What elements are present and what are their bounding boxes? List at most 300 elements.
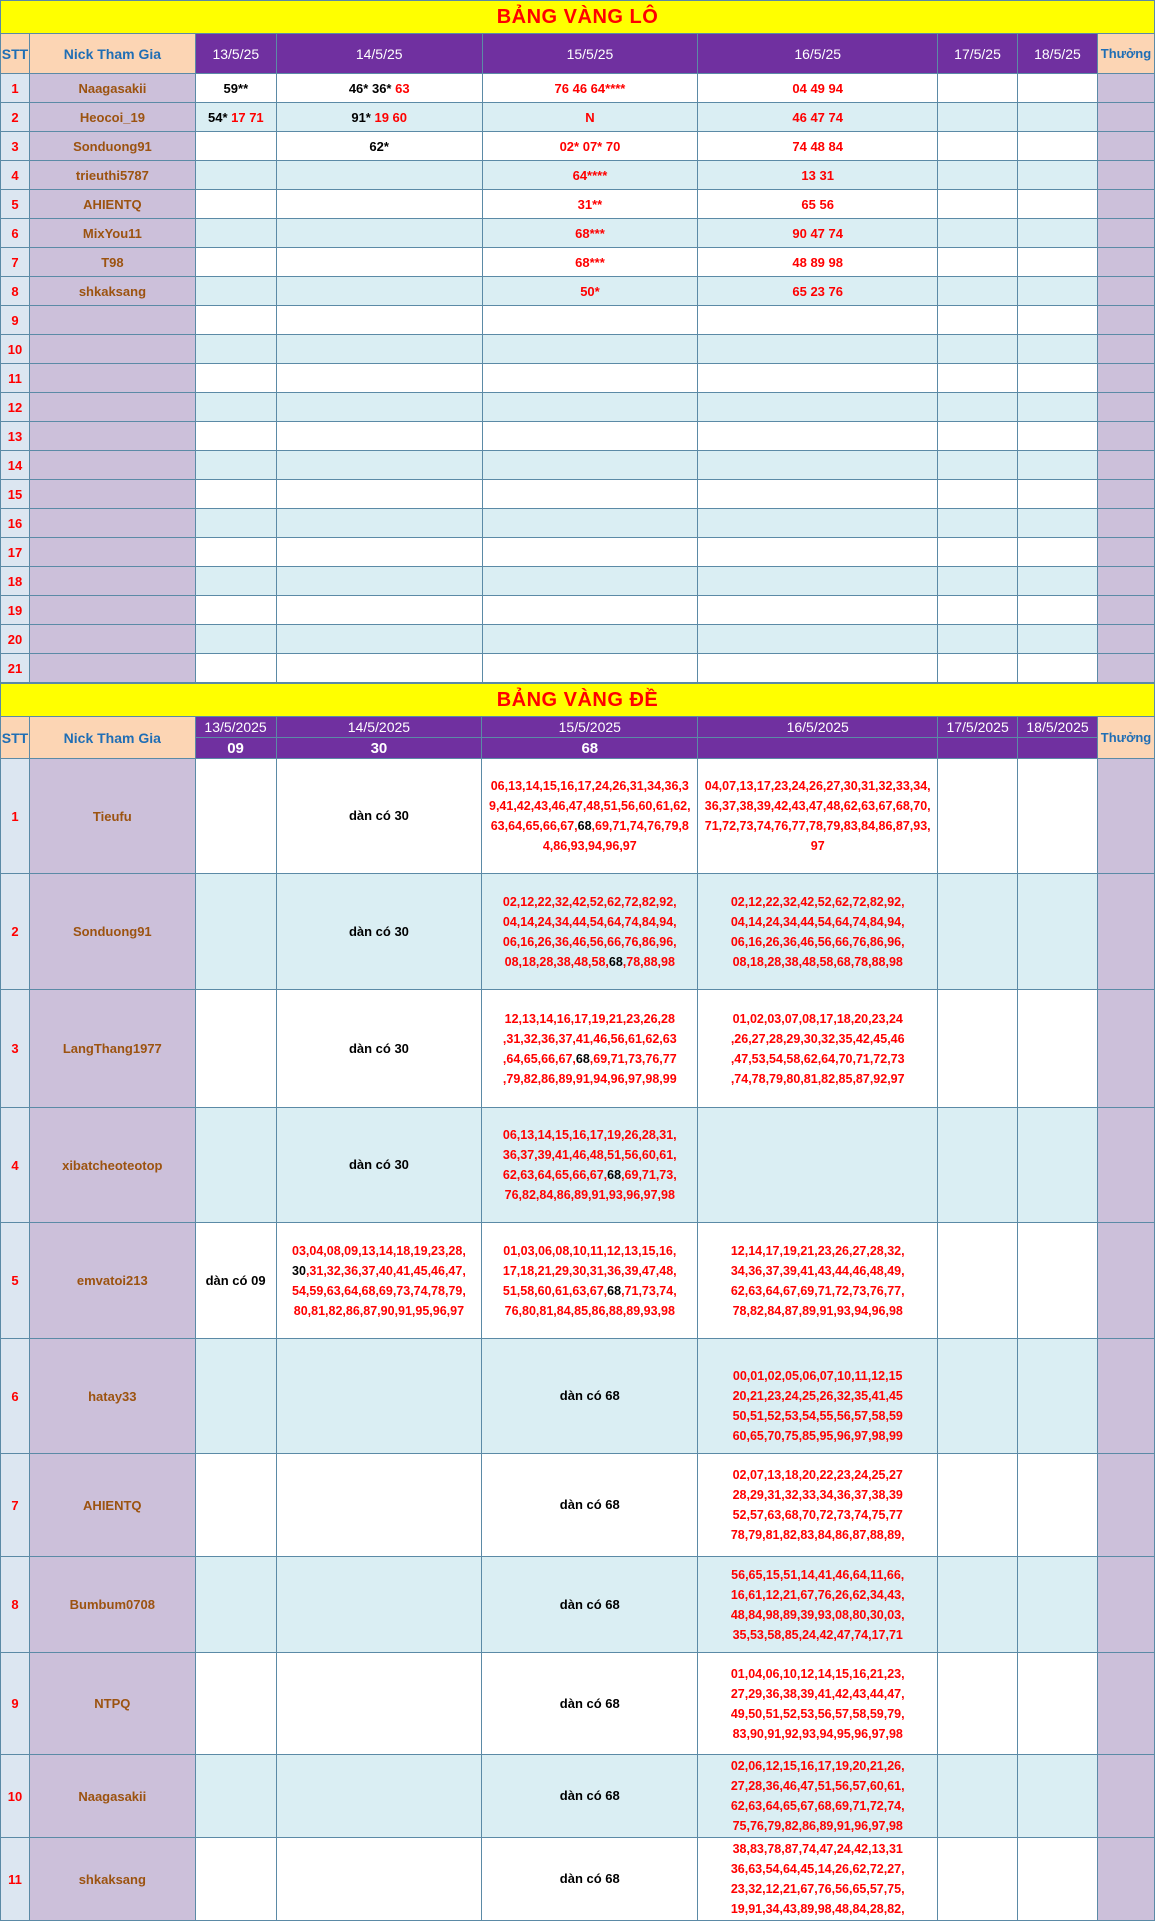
reward-cell [1097, 625, 1154, 654]
pick-cell [1018, 509, 1098, 538]
de-table [0, 683, 1155, 1921]
pick-value: 91* [351, 109, 375, 125]
pick-cell [276, 990, 482, 1108]
pick-cell [938, 625, 1018, 654]
pick-cell [195, 874, 276, 990]
pick-cell [482, 161, 698, 190]
pick-cell [276, 538, 482, 567]
player-nick [29, 480, 195, 509]
number-list: 12,14,17,19,21,23,26,27,28,32, 34,36,37,39,41,43,44,46,48,49, 62,63,64,67,69,71,72,73,76,77, 78,82,84,87,89,91,93,94,96,98 [730, 1243, 905, 1318]
date-header: 17/5/2025 [938, 717, 1018, 738]
pick-cell [1018, 1223, 1098, 1339]
reward-cell [1097, 1339, 1154, 1454]
reward-cell [1097, 422, 1154, 451]
player-nick: hatay33 [29, 1339, 195, 1454]
table-row [1, 161, 1155, 190]
pick-cell [276, 596, 482, 625]
table-row [1, 393, 1155, 422]
pick-cell [698, 1755, 938, 1838]
pick-value: 46* 36* [348, 80, 396, 96]
pick-cell [195, 364, 276, 393]
pick-cell [195, 596, 276, 625]
pick-cell [1018, 1755, 1098, 1838]
table-row [1, 219, 1155, 248]
pick-cell [482, 1339, 698, 1454]
player-nick: Naagasakii [29, 74, 195, 103]
number-list: 38,83,78,87,74,47,24,42,13,31 36,63,54,64,45,14,26,62,72,27, 23,32,12,21,67,76,56,65,57,75, 19,91,34,43,89,98,48,84,28,82, [730, 1842, 905, 1916]
pick-cell [195, 1653, 276, 1755]
player-nick [29, 567, 195, 596]
result-number [938, 738, 1018, 759]
pick-cell [938, 277, 1018, 306]
player-nick: NTPQ [29, 1653, 195, 1755]
reward-cell [1097, 509, 1154, 538]
pick-cell [698, 422, 938, 451]
player-nick: Bumbum0708 [29, 1557, 195, 1653]
pick-cell [482, 1838, 698, 1921]
pick-cell [938, 538, 1018, 567]
pick-cell [938, 1454, 1018, 1557]
table-row [1, 248, 1155, 277]
table-row [1, 596, 1155, 625]
pick-value: 65 56 [801, 196, 834, 212]
pick-value: 62* [369, 138, 389, 154]
reward-cell [1097, 132, 1154, 161]
pick-cell [195, 74, 276, 103]
date-header: 16/5/2025 [698, 717, 938, 738]
row-number: 21 [1, 654, 30, 683]
number-list: 02,12,22,32,42,52,62,72,82,92, 04,14,24,34,44,54,64,74,84,94, 06,16,26,36,46,56,66,76,86,96, 08,18,28,38,48,58,68,78,88,98 [730, 894, 905, 969]
row-number: 20 [1, 625, 30, 654]
reward-cell [1097, 1557, 1154, 1653]
pick-cell [938, 132, 1018, 161]
pick-cell [1018, 874, 1098, 990]
pick-cell [482, 567, 698, 596]
pick-cell [938, 103, 1018, 132]
table-row [1, 1557, 1155, 1653]
pick-cell [1018, 190, 1098, 219]
table-row [1, 1339, 1155, 1454]
winning-number: 68 [607, 1283, 622, 1298]
pick-cell [938, 654, 1018, 683]
pick-cell [195, 306, 276, 335]
pick-cell [482, 103, 698, 132]
pick-value: 68*** [575, 254, 605, 270]
winning-number: 68 [607, 1168, 622, 1182]
pick-cell [1018, 248, 1098, 277]
player-nick: Heocoi_19 [29, 103, 195, 132]
pick-cell [276, 277, 482, 306]
table-row [1, 509, 1155, 538]
number-list: 03,04,08,09,13,14,18,19,23,28, 30,31,32,36,37,40,41,45,46,47, 54,59,63,64,68,69,73,74,78,79, 80,81,82,86,87,90,91,95,96,97 [292, 1243, 466, 1318]
reward-cell [1097, 335, 1154, 364]
pick-cell [1018, 451, 1098, 480]
row-number: 7 [1, 1454, 30, 1557]
number-list: 04,07,13,17,23,24,26,27,30,31,32,33,34, 36,37,38,39,42,43,47,48,62,63,67,68,70, 71,72,73,74,76,77,78,79,83,84,86,87,93, 97 [704, 779, 931, 853]
pick-cell [1018, 132, 1098, 161]
pick-cell [195, 480, 276, 509]
pick-cell [698, 654, 938, 683]
table-row [1, 422, 1155, 451]
date-header: 15/5/2025 [482, 717, 698, 738]
pick-cell [698, 335, 938, 364]
table-row [1, 335, 1155, 364]
row-number: 8 [1, 1557, 30, 1653]
result-number: 09 [195, 738, 276, 759]
pick-cell [698, 393, 938, 422]
pick-cell [938, 219, 1018, 248]
player-nick [29, 306, 195, 335]
pick-cell [482, 538, 698, 567]
number-list: 12,13,14,16,17,19,21,23,26,28 ,31,32,36,37,41,46,56,61,62,63 ,64,65,66,67,68,69,71,73,76,77 ,79,82,86,89,91,94,96,97,98,99 [502, 1011, 677, 1086]
pick-cell [938, 451, 1018, 480]
row-number: 9 [1, 1653, 30, 1755]
pick-value: 02* 07* 70 [559, 138, 621, 154]
pick-cell [195, 990, 276, 1108]
pick-cell [938, 190, 1018, 219]
pick-value: 17 71 [231, 109, 264, 125]
table-row [1, 1755, 1155, 1838]
pick-cell [482, 509, 698, 538]
number-list: 00,01,02,05,06,07,10,11,12,15 20,21,23,24,25,26,32,35,41,45 50,51,52,53,54,55,56,57,58,59 60,65,70,75,85,95,96,97,98,99 [732, 1369, 903, 1443]
pick-cell [1018, 759, 1098, 874]
pick-cell [482, 393, 698, 422]
pick-cell [195, 509, 276, 538]
pick-cell [482, 1557, 698, 1653]
player-nick: AHIENTQ [29, 1454, 195, 1557]
pick-cell [938, 567, 1018, 596]
pick-cell [698, 1838, 938, 1921]
number-list: 06,13,14,15,16,17,24,26,31,34,36,3 9,41,42,43,46,47,48,51,56,60,61,62, 63,64,65,66,67,68,69,71,74,76,79,8 4,86,93,94,96,97 [489, 779, 691, 853]
coverage-note: dàn có 68 [559, 1497, 620, 1512]
pick-cell [482, 874, 698, 990]
pick-cell [1018, 654, 1098, 683]
row-number: 16 [1, 509, 30, 538]
row-number: 19 [1, 596, 30, 625]
pick-cell [1018, 1653, 1098, 1755]
table-row [1, 654, 1155, 683]
row-number: 11 [1, 1838, 30, 1921]
reward-cell [1097, 1755, 1154, 1838]
result-number: 68 [482, 738, 698, 759]
result-number: 30 [276, 738, 482, 759]
pick-cell [1018, 335, 1098, 364]
pick-cell [482, 480, 698, 509]
winning-number: 68 [575, 1051, 590, 1066]
pick-cell [276, 1838, 482, 1921]
pick-cell [276, 1454, 482, 1557]
pick-cell [938, 759, 1018, 874]
reward-cell [1097, 364, 1154, 393]
table-row [1, 103, 1155, 132]
pick-cell [276, 219, 482, 248]
reward-header: Thưởng [1097, 34, 1154, 74]
pick-cell [1018, 625, 1098, 654]
pick-cell [938, 161, 1018, 190]
coverage-note: dàn có 30 [348, 923, 409, 939]
player-nick: Tieufu [29, 759, 195, 874]
reward-cell [1097, 990, 1154, 1108]
lo-table [0, 0, 1155, 683]
pick-cell [938, 1653, 1018, 1755]
row-number: 10 [1, 1755, 30, 1838]
pick-cell [1018, 306, 1098, 335]
pick-cell [276, 1108, 482, 1223]
pick-cell [698, 451, 938, 480]
pick-cell [276, 1339, 482, 1454]
player-nick [29, 335, 195, 364]
pick-cell [276, 1557, 482, 1653]
row-number: 3 [1, 990, 30, 1108]
pick-cell [938, 874, 1018, 990]
player-nick [29, 625, 195, 654]
reward-cell [1097, 596, 1154, 625]
player-nick [29, 422, 195, 451]
player-nick [29, 451, 195, 480]
pick-value: 50* [580, 283, 600, 299]
pick-cell [938, 1557, 1018, 1653]
pick-cell [482, 654, 698, 683]
pick-cell [1018, 1108, 1098, 1223]
reward-cell [1097, 161, 1154, 190]
pick-cell [698, 759, 938, 874]
pick-cell [482, 1755, 698, 1838]
row-number: 4 [1, 1108, 30, 1223]
pick-cell [276, 190, 482, 219]
pick-cell [195, 1838, 276, 1921]
row-number: 6 [1, 1339, 30, 1454]
pick-cell [1018, 990, 1098, 1108]
pick-cell [1018, 1557, 1098, 1653]
pick-cell [482, 1223, 698, 1339]
player-nick [29, 393, 195, 422]
pick-cell [938, 364, 1018, 393]
date-header: 14/5/25 [276, 34, 482, 74]
pick-value: 54* [207, 109, 232, 125]
reward-cell [1097, 248, 1154, 277]
reward-cell [1097, 874, 1154, 990]
pick-cell [482, 1653, 698, 1755]
nick-header: Nick Tham Gia [29, 34, 195, 74]
pick-cell [195, 1339, 276, 1454]
reward-cell [1097, 74, 1154, 103]
player-nick: Sonduong91 [29, 132, 195, 161]
pick-cell [482, 74, 698, 103]
date-header: 18/5/2025 [1018, 717, 1098, 738]
row-number: 10 [1, 335, 30, 364]
pick-cell [938, 335, 1018, 364]
coverage-note: dàn có 68 [559, 1871, 620, 1886]
pick-cell [938, 509, 1018, 538]
reward-cell [1097, 103, 1154, 132]
pick-cell [482, 132, 698, 161]
coverage-note: dàn có 68 [559, 1596, 620, 1612]
table-row [1, 538, 1155, 567]
pick-cell [482, 335, 698, 364]
pick-cell [195, 1223, 276, 1339]
pick-cell [698, 364, 938, 393]
reward-cell [1097, 451, 1154, 480]
player-nick [29, 654, 195, 683]
row-number: 9 [1, 306, 30, 335]
pick-cell [482, 306, 698, 335]
player-nick [29, 364, 195, 393]
pick-value: N [585, 109, 595, 125]
row-number: 5 [1, 1223, 30, 1339]
player-nick: MixYou11 [29, 219, 195, 248]
pick-cell [276, 306, 482, 335]
pick-cell [195, 393, 276, 422]
coverage-note: dàn có 09 [205, 1272, 266, 1288]
pick-cell [276, 654, 482, 683]
pick-cell [1018, 567, 1098, 596]
pick-cell [482, 451, 698, 480]
pick-cell [276, 480, 482, 509]
pick-cell [1018, 422, 1098, 451]
pick-cell [698, 219, 938, 248]
winning-number: 68 [608, 954, 623, 969]
pick-cell [938, 248, 1018, 277]
pick-cell [1018, 1339, 1098, 1454]
pick-cell [195, 132, 276, 161]
pick-value: 48 89 98 [792, 254, 843, 270]
date-header: 13/5/2025 [195, 717, 276, 738]
pick-cell [276, 132, 482, 161]
pick-cell [276, 248, 482, 277]
pick-value: 46 47 74 [792, 109, 843, 125]
pick-cell [938, 74, 1018, 103]
pick-cell [482, 1108, 698, 1223]
coverage-note: dàn có 30 [348, 1157, 409, 1172]
pick-cell [698, 480, 938, 509]
table-row [1, 1454, 1155, 1557]
table-row [1, 874, 1155, 990]
pick-value: 64**** [572, 167, 608, 183]
pick-cell [1018, 1838, 1098, 1921]
pick-cell [276, 103, 482, 132]
pick-cell [482, 625, 698, 654]
table-row [1, 1653, 1155, 1755]
pick-cell [698, 277, 938, 306]
pick-cell [698, 1454, 938, 1557]
pick-cell [195, 1454, 276, 1557]
pick-cell [276, 509, 482, 538]
pick-cell [195, 161, 276, 190]
pick-cell [1018, 1454, 1098, 1557]
player-nick: emvatoi213 [29, 1223, 195, 1339]
table-row [1, 1838, 1155, 1921]
pick-cell [276, 393, 482, 422]
pick-cell [698, 103, 938, 132]
pick-value: 76 46 64**** [554, 80, 626, 96]
pick-cell [195, 451, 276, 480]
pick-cell [276, 1653, 482, 1755]
pick-cell [938, 1108, 1018, 1223]
pick-cell [276, 422, 482, 451]
number-list: 02,06,12,15,16,17,19,20,21,26, 27,28,36,46,47,51,56,57,60,61, 62,63,64,65,67,68,69,71,72,74, 75,76,79,82,86,89,91,96,97,98 [730, 1759, 905, 1833]
pick-cell [698, 538, 938, 567]
reward-cell [1097, 538, 1154, 567]
pick-cell [698, 625, 938, 654]
coverage-note: dàn có 30 [348, 808, 409, 823]
number-list: 06,13,14,15,16,17,19,26,28,31, 36,37,39,41,46,48,51,56,60,61, 62,63,64,65,66,67,68,69,71,73, 76,82,84,86,89,91,93,96,97,98 [502, 1128, 677, 1202]
pick-value: 13 31 [801, 167, 834, 183]
number-list: 01,04,06,10,12,14,15,16,21,23, 27,29,36,38,39,41,42,43,44,47, 49,50,51,52,53,56,57,58,59,79, 83,90,91,92,93,94,95,96,97,98 [730, 1666, 905, 1741]
reward-cell [1097, 1223, 1154, 1339]
table-row [1, 132, 1155, 161]
pick-cell [1018, 74, 1098, 103]
number-list: 02,12,22,32,42,52,62,72,82,92, 04,14,24,34,44,54,64,74,84,94, 06,16,26,36,46,56,66,76,86,96, 08,18,28,38,48,58,68,78,88,98 [502, 894, 677, 969]
pick-cell [195, 759, 276, 874]
reward-header: Thưởng [1097, 717, 1154, 759]
player-nick: LangThang1977 [29, 990, 195, 1108]
row-number: 3 [1, 132, 30, 161]
date-header: 18/5/25 [1018, 34, 1098, 74]
date-header: 13/5/25 [195, 34, 276, 74]
player-nick: shkaksang [29, 277, 195, 306]
pick-cell [482, 364, 698, 393]
pick-cell [698, 509, 938, 538]
pick-cell [482, 277, 698, 306]
pick-cell [482, 1454, 698, 1557]
number-list: 02,07,13,18,20,22,23,24,25,27 28,29,31,32,33,34,36,37,38,39 52,57,63,68,70,72,73,74,75,77 78,79,81,82,83,84,86,87,88,89, [730, 1468, 905, 1542]
pick-value: 59** [223, 80, 249, 96]
pick-cell [276, 335, 482, 364]
pick-cell [195, 625, 276, 654]
pick-cell [1018, 596, 1098, 625]
table-row [1, 567, 1155, 596]
player-nick: trieuthi5787 [29, 161, 195, 190]
pick-cell [938, 1755, 1018, 1838]
player-nick: xibatcheoteotop [29, 1108, 195, 1223]
pick-value: 68*** [575, 225, 605, 241]
pick-cell [698, 190, 938, 219]
pick-cell [698, 306, 938, 335]
reward-cell [1097, 1653, 1154, 1755]
row-number: 12 [1, 393, 30, 422]
row-number: 11 [1, 364, 30, 393]
date-header: 15/5/25 [482, 34, 698, 74]
pick-cell [195, 277, 276, 306]
row-number: 13 [1, 422, 30, 451]
reward-cell [1097, 567, 1154, 596]
pick-cell [195, 335, 276, 364]
pick-cell [276, 364, 482, 393]
pick-cell [276, 451, 482, 480]
pick-cell [482, 990, 698, 1108]
reward-cell [1097, 277, 1154, 306]
pick-cell [698, 161, 938, 190]
pick-value: 19 60 [374, 109, 408, 125]
pick-value: 04 49 94 [792, 80, 843, 96]
row-number: 14 [1, 451, 30, 480]
reward-cell [1097, 759, 1154, 874]
pick-cell [276, 874, 482, 990]
table-row [1, 306, 1155, 335]
row-number: 1 [1, 759, 30, 874]
pick-cell [938, 480, 1018, 509]
winning-number: 68 [577, 819, 592, 833]
table-row [1, 1108, 1155, 1223]
row-number: 17 [1, 538, 30, 567]
table-row [1, 759, 1155, 874]
pick-value: 90 47 74 [792, 225, 843, 241]
pick-cell [276, 161, 482, 190]
table-row [1, 990, 1155, 1108]
pick-cell [938, 596, 1018, 625]
table-row [1, 625, 1155, 654]
pick-cell [938, 393, 1018, 422]
